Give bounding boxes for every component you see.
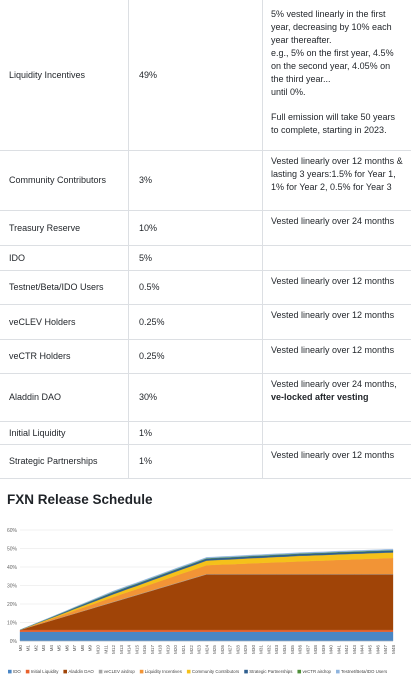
release-schedule-chart — [0, 521, 411, 680]
x-tick-label: M10 — [95, 645, 101, 654]
table-row — [0, 246, 411, 271]
legend-swatch — [244, 670, 248, 674]
vesting-note: Full emission will take 50 years to complete, starting in 2023. — [271, 112, 396, 135]
x-tick-label: M14 — [126, 645, 132, 654]
allocation-share: 3% — [139, 175, 153, 185]
legend-swatch — [297, 670, 301, 674]
vesting-note: Vested linearly over 12 months & lasting 3 years:1.5% for Year 1, 1% for Year 2, 0.5% for Year 3 — [271, 156, 403, 192]
x-tick-label: M7 — [72, 645, 78, 652]
chart-y-axis — [7, 528, 18, 645]
table-row — [0, 445, 411, 479]
legend-label: Liquidity Incentives — [144, 669, 182, 674]
table-row — [0, 305, 411, 340]
x-tick-label: M1 — [25, 645, 31, 652]
allocation-share: 0.25% — [139, 351, 165, 361]
x-tick-label: M45 — [367, 645, 373, 654]
x-tick-label: M36 — [297, 645, 303, 654]
x-tick-label: M41 — [336, 645, 342, 654]
vesting-note: Vested linearly over 12 months — [271, 310, 395, 320]
legend-swatch — [8, 670, 12, 674]
vesting-note: until 0%. — [271, 87, 306, 97]
table-row — [0, 151, 411, 211]
allocation-share: 30% — [139, 392, 158, 402]
x-tick-label: M4 — [48, 645, 54, 652]
legend-swatch — [336, 670, 340, 674]
x-tick-label: M26 — [219, 645, 225, 654]
allocation-name: Community Contributors — [9, 175, 107, 185]
x-tick-label: M19 — [165, 645, 171, 654]
vesting-note: Vested linearly over 24 months, — [271, 379, 397, 389]
x-tick-label: M31 — [258, 645, 264, 654]
allocation-name: Strategic Partnerships — [9, 456, 98, 466]
allocation-share: 1% — [139, 456, 153, 466]
x-tick-label: M23 — [196, 645, 202, 654]
area-series — [20, 630, 393, 632]
y-tick-label: 0% — [9, 639, 17, 645]
x-tick-label: M34 — [282, 645, 288, 654]
x-tick-label: M18 — [157, 645, 163, 654]
chart-areas — [20, 549, 393, 641]
y-tick-label: 60% — [6, 528, 17, 534]
x-tick-label: M44 — [359, 645, 365, 654]
y-tick-label: 40% — [6, 565, 17, 571]
legend-label: Community Contributors — [191, 669, 240, 674]
allocation-share: 49% — [139, 69, 158, 80]
x-tick-label: M35 — [289, 645, 295, 654]
allocation-name: veCTR Holders — [9, 351, 71, 361]
table-row — [0, 422, 411, 445]
table-row — [0, 374, 411, 422]
x-tick-label: M9 — [87, 645, 93, 652]
vesting-note: Vested linearly over 12 months — [271, 450, 395, 460]
vesting-note-emphasis: ve-locked after vesting — [271, 392, 369, 402]
vesting-note: Vested linearly over 12 months — [271, 276, 395, 286]
table-row — [0, 0, 411, 151]
allocation-share: 1% — [139, 427, 153, 438]
x-tick-label: M3 — [41, 645, 47, 652]
table-row — [0, 211, 411, 246]
x-tick-label: M47 — [383, 645, 389, 654]
vesting-note: Vested linearly over 24 months — [271, 216, 395, 226]
x-tick-label: M28 — [235, 645, 241, 654]
x-tick-label: M38 — [313, 645, 319, 654]
x-tick-label: M6 — [64, 645, 70, 652]
area-series — [20, 632, 393, 641]
x-tick-label: M40 — [328, 645, 334, 654]
x-tick-label: M12 — [111, 645, 117, 654]
legend-label: Aladdin DAO — [68, 669, 94, 674]
x-tick-label: M32 — [266, 645, 272, 654]
x-tick-label: M37 — [305, 645, 311, 654]
legend-label: Testnet/Beta/IDO Users — [341, 669, 388, 674]
x-tick-label: M2 — [33, 645, 39, 652]
x-tick-label: M17 — [149, 645, 155, 654]
x-tick-label: M16 — [142, 645, 148, 654]
section-title: FXN Release Schedule — [7, 492, 153, 507]
allocation-name: Testnet/Beta/IDO Users — [9, 282, 104, 292]
legend-label: Strategic Partnerships — [249, 669, 293, 674]
vesting-note-gap — [271, 99, 405, 111]
table-row — [0, 340, 411, 374]
allocation-name: Aladdin DAO — [9, 392, 62, 402]
legend-label: veCLEV airdrop — [103, 669, 135, 674]
x-tick-label: M30 — [250, 645, 256, 654]
chart-legend — [8, 669, 388, 674]
table-row — [0, 271, 411, 305]
y-tick-label: 50% — [6, 546, 17, 553]
x-tick-label: M43 — [351, 645, 357, 654]
vesting-note: e.g., 5% on the first year, 4.5% on the second year, 4.05% on the third year... — [271, 48, 394, 84]
allocation-name: Treasury Reserve — [9, 222, 81, 233]
x-tick-label: M21 — [180, 645, 186, 654]
chart-x-axis — [18, 641, 396, 654]
legend-label: veCTR airdrop — [302, 669, 332, 674]
allocation-name: Liquidity Incentives — [9, 69, 86, 80]
legend-swatch — [140, 670, 144, 674]
x-tick-label: M46 — [375, 645, 381, 654]
x-tick-label: M15 — [134, 645, 140, 654]
allocation-name: IDO — [9, 252, 26, 263]
x-tick-label: M0 — [17, 645, 23, 652]
y-tick-label: 20% — [6, 602, 17, 608]
x-tick-label: M20 — [173, 645, 179, 654]
x-tick-label: M24 — [204, 645, 210, 654]
vesting-note: 5% vested linearly in the first year, decreasing by 10% each year thereafter. — [271, 9, 392, 45]
legend-swatch — [187, 670, 191, 674]
x-tick-label: M22 — [188, 645, 194, 654]
legend-label: Initial Liquidity — [30, 669, 59, 674]
legend-swatch — [63, 670, 67, 674]
allocation-share: 10% — [139, 222, 158, 233]
area-series — [20, 574, 393, 630]
x-tick-label: M33 — [274, 645, 280, 654]
x-tick-label: M5 — [56, 645, 62, 652]
allocation-name: Initial Liquidity — [9, 427, 66, 438]
x-tick-label: M27 — [227, 645, 233, 654]
x-tick-label: M48 — [390, 645, 396, 654]
legend-swatch — [99, 670, 103, 674]
y-tick-label: 30% — [6, 583, 17, 590]
x-tick-label: M8 — [79, 645, 85, 652]
allocation-name: veCLEV Holders — [9, 316, 76, 327]
allocation-share: 5% — [139, 252, 153, 263]
x-tick-label: M11 — [103, 645, 109, 654]
y-tick-label: 10% — [6, 620, 17, 627]
x-tick-label: M39 — [320, 645, 326, 654]
legend-label: IDO — [13, 669, 21, 674]
vesting-note: Vested linearly over 12 months — [271, 345, 395, 355]
allocation-share: 0.25% — [139, 316, 165, 327]
legend-swatch — [26, 670, 30, 674]
x-tick-label: M25 — [212, 645, 218, 654]
allocation-share: 0.5% — [139, 282, 160, 292]
x-tick-label: M13 — [118, 645, 124, 654]
x-tick-label: M29 — [243, 645, 249, 654]
x-tick-label: M42 — [344, 645, 350, 654]
